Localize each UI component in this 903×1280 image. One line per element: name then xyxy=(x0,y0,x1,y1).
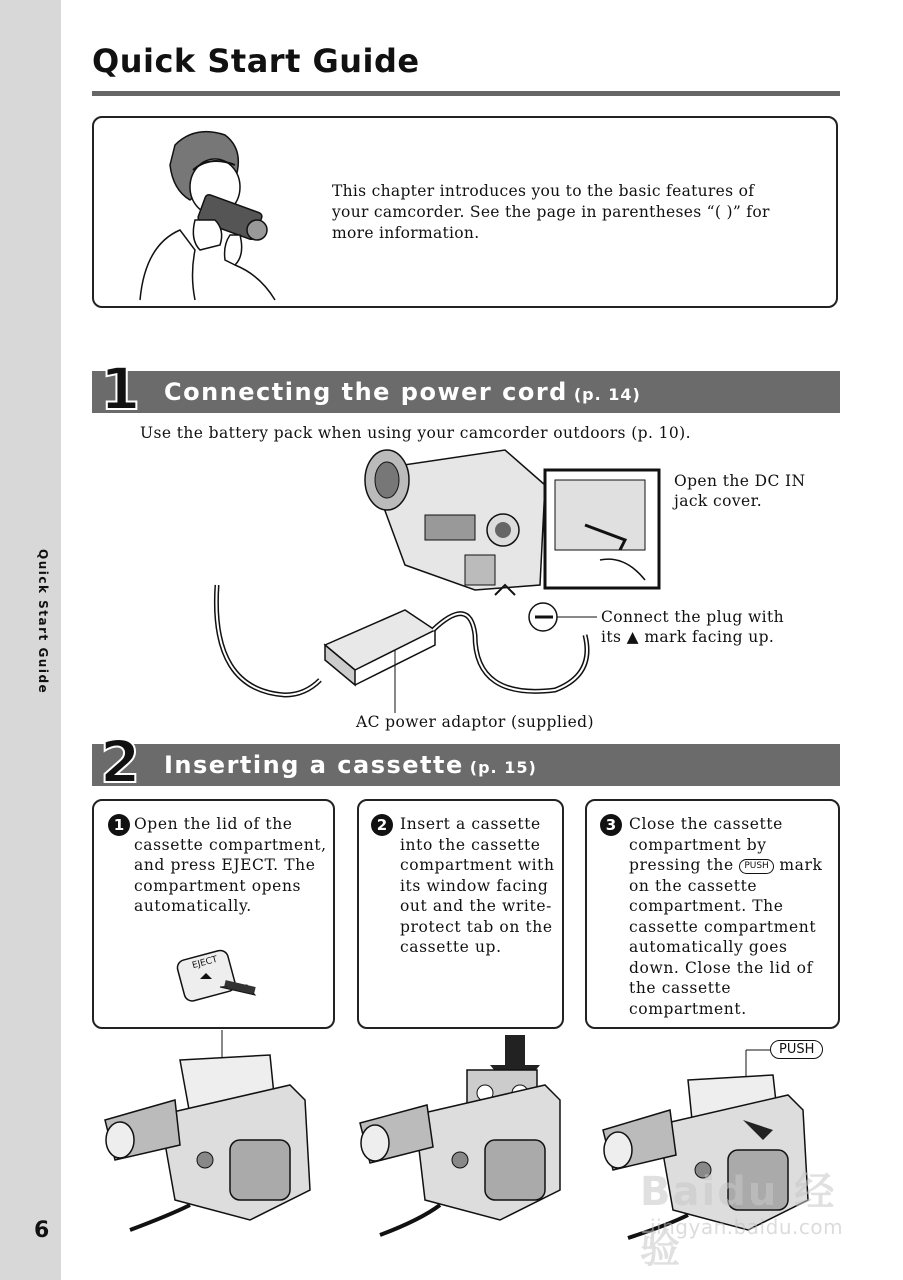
step-2-number: 2 xyxy=(371,814,393,836)
section-1-title-text: Connecting the power cord xyxy=(164,378,568,406)
watermark xyxy=(640,1160,870,1272)
watermark-url: jingyan.baidu.com xyxy=(650,1215,844,1239)
step-3-number: 3 xyxy=(600,814,622,836)
title-rule xyxy=(92,91,840,96)
section-2-number: 2 xyxy=(100,728,141,796)
section-1-title xyxy=(164,378,641,406)
step-3-text xyxy=(629,814,834,1019)
page-title: Quick Start Guide xyxy=(92,42,420,80)
section-2-title-text: Inserting a cassette xyxy=(164,751,464,779)
adaptor-label: AC power adaptor (supplied) xyxy=(356,713,594,731)
woman-with-camcorder-illustration xyxy=(135,125,285,303)
battery-note: Use the battery pack when using your camcorder outdoors (p. 10). xyxy=(140,424,691,442)
section-2-title xyxy=(164,751,537,779)
section-1-page-ref: (p. 14) xyxy=(573,385,641,404)
dc-in-label: Open the DC IN jack cover. xyxy=(674,472,806,510)
intro-text: This chapter introduces you to the basic features of your camcorder. See the page in parentheses “( )” for more information. xyxy=(332,182,770,242)
camcorder-insert-cassette-illustration xyxy=(355,1035,570,1240)
section-1-number: 1 xyxy=(100,355,141,423)
eject-label: EJECT xyxy=(191,954,219,972)
push-mark-inline: PUSH xyxy=(739,859,774,874)
step-1-text: Open the lid of the cassette compartment, and press EJECT. The compartment opens automatically. xyxy=(134,815,327,915)
push-callout-label: PUSH xyxy=(770,1040,823,1059)
step-2-text: Insert a cassette into the cassette compartment with its window facing out and the write-protect tab on the cassette up. xyxy=(400,815,555,956)
camcorder-lid-open-illustration xyxy=(100,1030,320,1240)
section-2-page-ref: (p. 15) xyxy=(469,758,537,777)
step-1-number: 1 xyxy=(108,814,130,836)
plug-label: Connect the plug with its ▲ mark facing up. xyxy=(601,608,785,646)
power-connection-illustration xyxy=(205,445,665,715)
watermark-brand: Baidu 经验 xyxy=(640,1169,837,1272)
side-tab-label: Quick Start Guide xyxy=(36,549,50,695)
page-number: 6 xyxy=(34,1218,50,1243)
side-tab xyxy=(35,549,50,695)
step-3-text-after: mark on the cassette compartment. The cassette compartment automatically goes down. Close the lid of the cassette compartment. xyxy=(629,856,823,1018)
step-3-text-before: Close the cassette compartment by pressing the xyxy=(629,815,783,874)
side-margin xyxy=(0,0,61,1280)
eject-button-illustration xyxy=(175,945,265,1005)
